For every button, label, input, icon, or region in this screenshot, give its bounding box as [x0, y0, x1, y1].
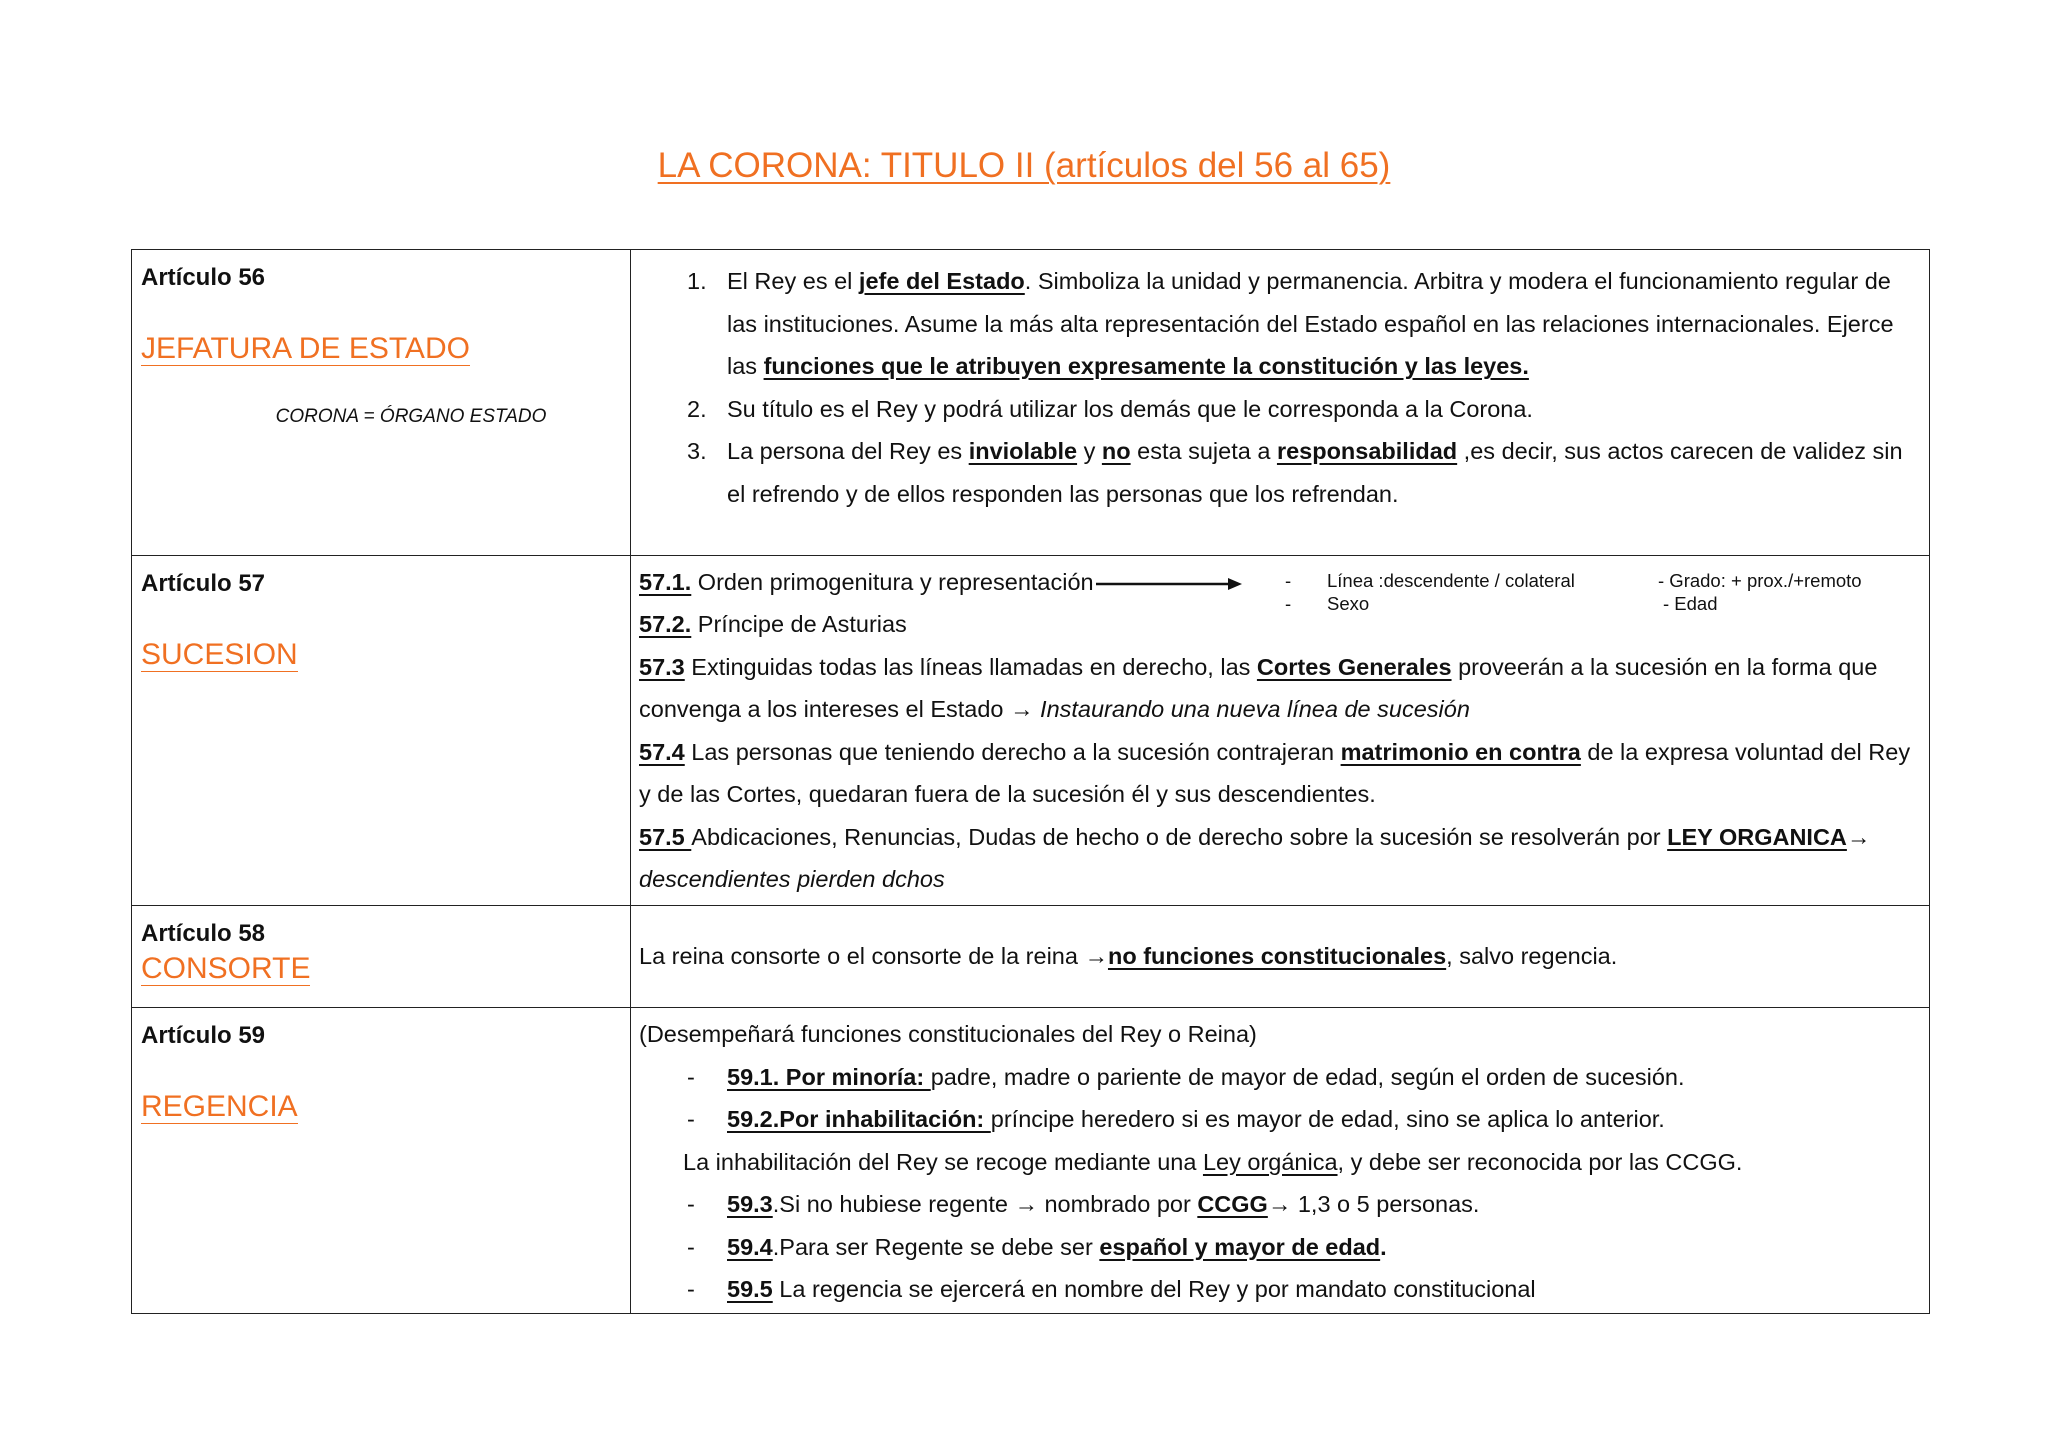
- articles-table: [131, 249, 1930, 1314]
- article-label: Artículo 59: [141, 1022, 266, 1049]
- section-heading: JEFATURA DE ESTADO: [141, 332, 470, 365]
- section-heading: CONSORTE: [141, 952, 311, 985]
- list-item: 1. El Rey es el jefe del Estado. Simboliza la unidad y permanencia. Arbitra y modera el funcionamiento regular de las instituciones. Asume la más alta representación del Estado español en las relaciones internacionales. Ejerce las funciones que le atribuyen expresamente la constitución y las leyes.: [687, 268, 1894, 379]
- bullet-dash: -: [1285, 593, 1292, 614]
- bullet-dash: -: [1285, 570, 1292, 591]
- row-articulo-58: [132, 906, 1930, 1008]
- arrow-right-icon: →: [1010, 696, 1034, 722]
- list-item: - 59.5 La regencia se ejercerá en nombre del Rey y por mandato constitucional: [687, 1276, 1536, 1302]
- arrow-right-icon: →: [1014, 1191, 1038, 1217]
- list-item: 57.3 Extinguidas todas las líneas llamadas en derecho, las Cortes Generales proveerán a la sucesión en la forma que convenga a los intereses el Estado → Instaurando una nueva línea de sucesión: [639, 653, 1878, 722]
- list-item: 57.2. Príncipe de Asturias: [639, 611, 907, 637]
- list-item: - 59.1. Por minoría: padre, madre o pariente de mayor de edad, según el orden de sucesión.: [687, 1063, 1685, 1090]
- list-item: La reina consorte o el consorte de la reina →no funciones constitucionales, salvo regencia.: [639, 943, 1618, 970]
- right-cell-56: [631, 250, 1930, 556]
- arrow-right-icon: →: [1084, 943, 1108, 970]
- article-label: Artículo 57: [141, 570, 266, 597]
- detail-line: Línea :descendente / colateral: [1327, 570, 1575, 591]
- section-heading: SUCESION: [141, 638, 298, 671]
- list-item: 57.5 Abdicaciones, Renuncias, Dudas de hecho o de derecho sobre la sucesión se resolverán por LEY ORGANICA→ descendientes pierden dchos: [639, 823, 1871, 892]
- left-cell-57: [132, 556, 631, 906]
- list-item: - 59.3.Si no hubiese regente → nombrado por CCGG→ 1,3 o 5 personas.: [687, 1191, 1480, 1217]
- article-label: Artículo 56: [141, 264, 266, 291]
- left-cell-59: [132, 1008, 631, 1314]
- list-item: 3. La persona del Rey es inviolable y no esta sujeta a responsabilidad ,es decir, sus actos carecen de validez sin el refrendo y de ellos responden las personas que los refrendan.: [687, 438, 1903, 507]
- arrow-right-icon: →: [1267, 1191, 1292, 1217]
- arrow-right-icon: →: [1846, 823, 1871, 850]
- right-cell-57: [631, 556, 1930, 906]
- list-item: La inhabilitación del Rey se recoge mediante una Ley orgánica, y debe ser reconocida por las CCGG.: [683, 1148, 1743, 1175]
- row-articulo-57: [132, 556, 1930, 906]
- left-cell-58: [132, 906, 631, 1008]
- list-item: - 59.4.Para ser Regente se debe ser español y mayor de edad.: [687, 1233, 1387, 1260]
- detail-grado: - Grado: + prox./+remoto: [1658, 570, 1862, 591]
- list-item: (Desempeñará funciones constitucionales del Rey o Reina): [639, 1021, 1257, 1047]
- arrow-right-icon: [1096, 576, 1242, 592]
- page-title: LA CORONA: TITULO II (artículos del 56 al 65): [657, 146, 1391, 185]
- row-articulo-59: [132, 1008, 1930, 1314]
- detail-edad: - Edad: [1663, 593, 1718, 614]
- list-item: 57.1. Orden primogenitura y representación - Línea :descendente / colateral - Grado: + prox./+remoto - Sexo - Edad: [639, 569, 1862, 614]
- left-cell-56: [132, 250, 631, 556]
- right-cell-59: [631, 1008, 1930, 1314]
- detail-sexo: Sexo: [1327, 593, 1370, 614]
- row-articulo-56: [132, 250, 1930, 556]
- section-note: CORONA = ÓRGANO ESTADO: [275, 406, 547, 427]
- list-item: 2. Su título es el Rey y podrá utilizar los demás que le corresponda a la Corona.: [687, 395, 1533, 422]
- list-item: - 59.2.Por inhabilitación: príncipe heredero si es mayor de edad, sino se aplica lo anterior.: [687, 1106, 1665, 1132]
- right-cell-58: [631, 906, 1930, 1008]
- article-label: Artículo 58: [141, 920, 266, 947]
- list-item: 57.4 Las personas que teniendo derecho a la sucesión contrajeran matrimonio en contra de la expresa voluntad del Rey y de las Cortes, quedaran fuera de la sucesión él y sus descendientes.: [639, 738, 1911, 807]
- section-heading: REGENCIA: [141, 1090, 298, 1123]
